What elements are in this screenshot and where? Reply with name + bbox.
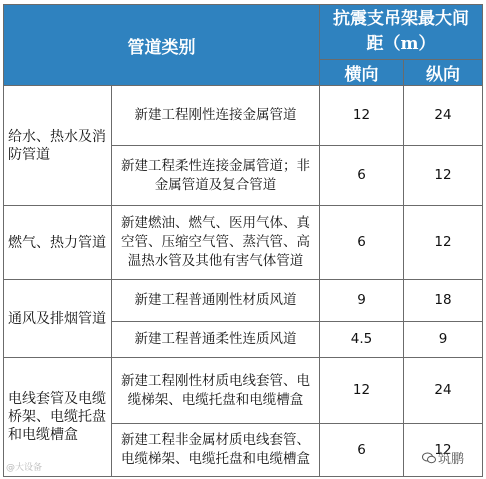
- transverse-cell: 12: [320, 358, 404, 424]
- header-longitudinal: 纵向: [404, 60, 483, 86]
- longitudinal-cell: 18: [404, 280, 483, 322]
- table-row: [4, 280, 483, 322]
- description-cell: 新建工程刚性材质电线套管、电缆梯架、电缆托盘和电缆槽盒: [112, 358, 320, 424]
- longitudinal-cell: 24: [404, 86, 483, 146]
- longitudinal-cell: 24: [404, 358, 483, 424]
- description-cell: 新建燃油、燃气、医用气体、真空管、压缩空气管、蒸汽管、高温热水管及其他有害气体管道: [112, 206, 320, 280]
- transverse-cell: 6: [320, 424, 404, 477]
- category-cell: 通风及排烟管道: [4, 280, 112, 358]
- longitudinal-cell: 9: [404, 322, 483, 358]
- transverse-cell: 6: [320, 146, 404, 206]
- transverse-cell: 6: [320, 206, 404, 280]
- description-cell: 新建工程非金属材质电线套管、电缆梯架、电缆托盘和电缆槽盒: [112, 424, 320, 477]
- category-cell: 燃气、热力管道: [4, 206, 112, 280]
- transverse-cell: 12: [320, 86, 404, 146]
- transverse-cell: 9: [320, 280, 404, 322]
- header-row: [4, 5, 483, 60]
- table-row: [4, 358, 483, 424]
- description-cell: 新建工程刚性连接金属管道: [112, 86, 320, 146]
- category-cell: 电线套管及电缆桥架、电缆托盘和电缆槽盒: [4, 358, 112, 477]
- table-row: [4, 86, 483, 146]
- longitudinal-cell: 12: [404, 146, 483, 206]
- watermark-left: @大设备: [6, 463, 43, 473]
- description-cell: 新建工程柔性连接金属管道；非金属管道及复合管道: [112, 146, 320, 206]
- description-cell: 新建工程普通柔性连质风道: [112, 322, 320, 358]
- header-transverse: 横向: [320, 60, 404, 86]
- watermark-right: [422, 448, 464, 467]
- longitudinal-cell: 12: [404, 424, 483, 477]
- longitudinal-cell: 12: [404, 206, 483, 280]
- header-category: 管道类别: [4, 5, 320, 86]
- support-spacing-table: [3, 4, 483, 477]
- transverse-cell: 4.5: [320, 322, 404, 358]
- table-row: [4, 206, 483, 280]
- wechat-icon: [422, 452, 436, 464]
- watermark-right-text: 筑鹏: [438, 452, 465, 467]
- category-cell: 给水、热水及消防管道: [4, 86, 112, 206]
- header-max-spacing: 抗震支吊架最大间距（m）: [320, 5, 483, 60]
- description-cell: 新建工程普通刚性材质风道: [112, 280, 320, 322]
- spacing-table-container: [3, 4, 482, 475]
